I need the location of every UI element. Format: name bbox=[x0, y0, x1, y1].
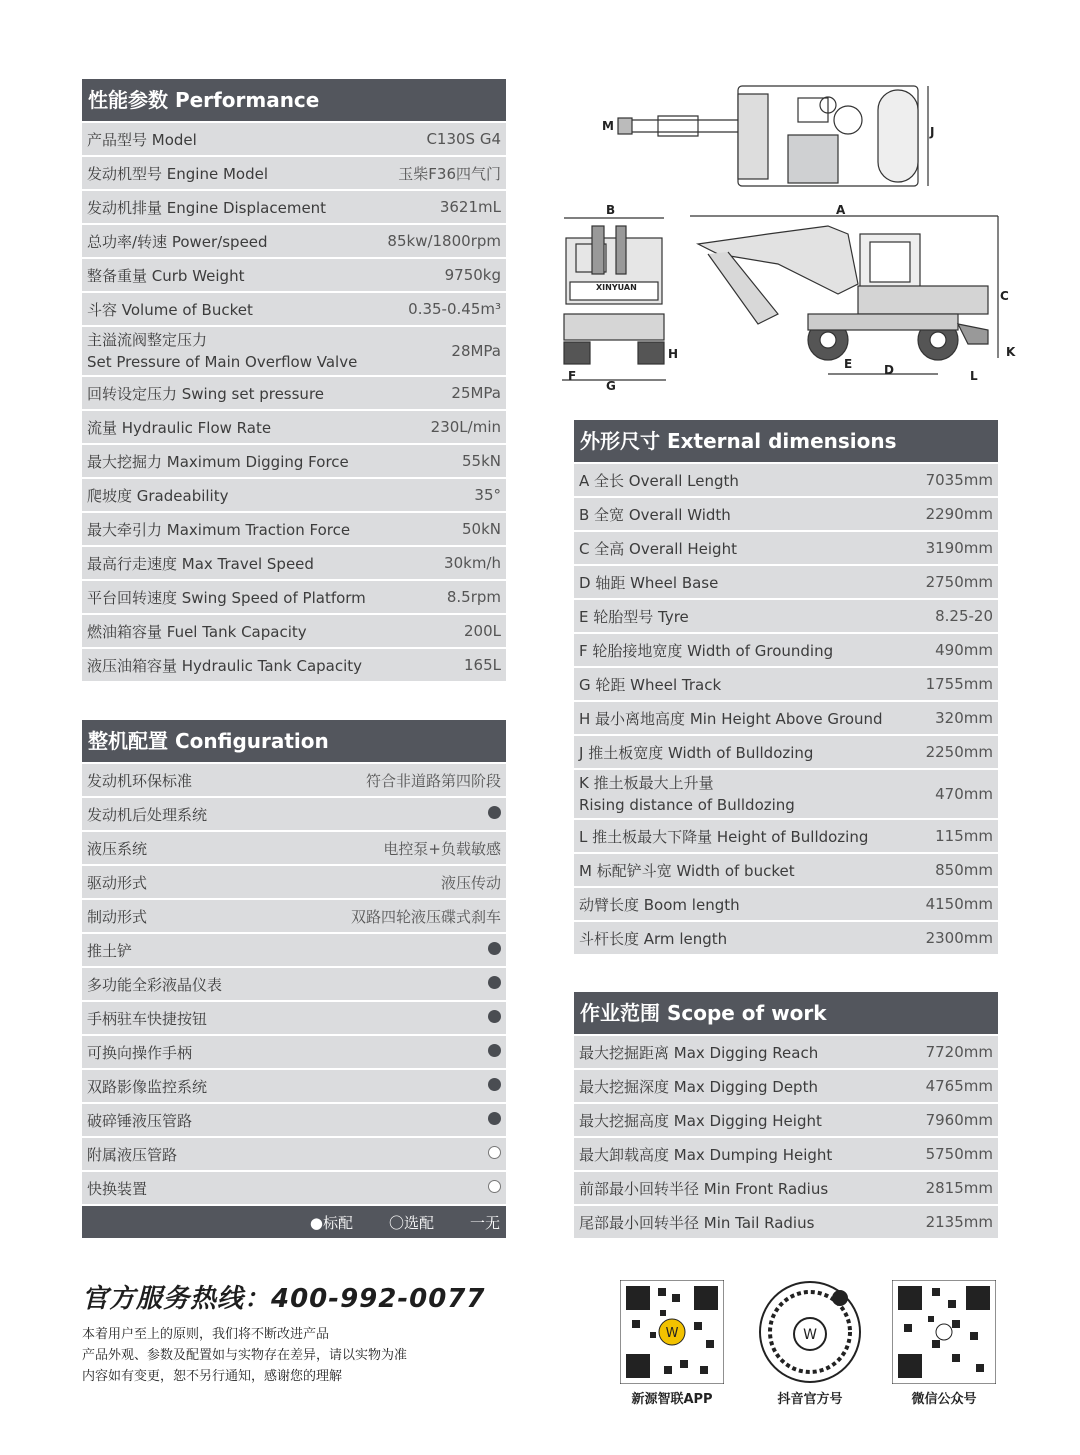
row-label bbox=[87, 655, 362, 676]
dim-letter-k: K bbox=[1006, 345, 1016, 359]
table-row bbox=[574, 852, 998, 886]
table-row bbox=[82, 1068, 506, 1102]
row-value: C130S G4 bbox=[426, 130, 501, 148]
table-row bbox=[82, 409, 506, 443]
app-qr-code[interactable] bbox=[620, 1280, 724, 1384]
row-value: 85kw/1800rpm bbox=[387, 232, 501, 250]
row-value: 165L bbox=[464, 656, 501, 674]
table-row bbox=[574, 598, 998, 632]
row-value: 0.35-0.45m³ bbox=[408, 300, 501, 318]
row-value: 35° bbox=[474, 486, 501, 504]
row-label-text: 主溢流阀整定压力 bbox=[87, 331, 208, 349]
row-label bbox=[87, 485, 228, 506]
configuration-legend bbox=[82, 1204, 506, 1238]
row-label-text: B 全宽 Overall Width bbox=[579, 505, 731, 524]
row-label-text: 整备重量 Curb Weight bbox=[87, 266, 245, 285]
row-value: 30km/h bbox=[444, 554, 501, 572]
table-row bbox=[82, 579, 506, 613]
row-label-text: 多功能全彩液晶仪表 bbox=[87, 975, 223, 994]
row-value: 液压传动 bbox=[440, 873, 501, 892]
row-label bbox=[87, 1178, 147, 1199]
row-label-text: 斗杆长度 Arm length bbox=[579, 929, 728, 948]
standard-mark-icon bbox=[488, 1043, 501, 1061]
dim-letter-d: D bbox=[884, 363, 894, 377]
row-label bbox=[579, 826, 868, 847]
row-label bbox=[87, 974, 222, 995]
dim-letter-e: E bbox=[844, 357, 853, 371]
note-line: 产品外观、参数及配置如与实物存在差异，请以实物为准 bbox=[82, 1348, 408, 1363]
table-row bbox=[574, 768, 998, 818]
table-row bbox=[82, 511, 506, 545]
row-value: 4765mm bbox=[925, 1077, 993, 1095]
row-label-text: H 最小离地高度 Min Height Above Ground bbox=[579, 709, 883, 728]
row-label bbox=[87, 621, 307, 642]
row-value: 470mm bbox=[935, 785, 993, 803]
table-row bbox=[82, 375, 506, 409]
row-label bbox=[87, 265, 244, 286]
table-row bbox=[574, 496, 998, 530]
standard-mark-icon bbox=[488, 1077, 501, 1095]
row-value: 230L/min bbox=[430, 418, 501, 436]
row-label-text: 动臂长度 Boom length bbox=[579, 895, 740, 914]
dim-letter-b: B bbox=[606, 204, 616, 217]
row-label-text: 流量 Hydraulic Flow Rate bbox=[87, 418, 272, 437]
row-value: 9750kg bbox=[444, 266, 501, 284]
filled-circle-icon bbox=[488, 1112, 501, 1125]
row-label-text: 液压系统 bbox=[87, 839, 148, 858]
row-label bbox=[87, 299, 253, 320]
row-label bbox=[87, 1144, 177, 1165]
performance-title: 性能参数 Performance bbox=[82, 79, 506, 121]
scope-of-work-title: 作业范围 Scope of work bbox=[574, 992, 998, 1034]
row-label-text: 最大卸载高度 Max Dumping Height bbox=[579, 1145, 833, 1164]
row-label-text: 最大牵引力 Maximum Traction Force bbox=[87, 520, 351, 539]
hollow-circle-icon bbox=[488, 1180, 501, 1193]
row-label-text: 液压油箱容量 Hydraulic Tank Capacity bbox=[87, 656, 363, 675]
douyin-qr-code[interactable] bbox=[758, 1280, 862, 1384]
performance-table bbox=[82, 79, 506, 681]
table-row bbox=[574, 1204, 998, 1238]
row-label bbox=[579, 470, 739, 491]
svg-text:W: W bbox=[803, 1327, 817, 1343]
row-label-text: 驱动形式 bbox=[87, 873, 148, 892]
row-label bbox=[579, 538, 737, 559]
hollow-circle-icon bbox=[488, 1146, 501, 1159]
service-hotline: 官方服务热线：400-992-0077 bbox=[82, 1284, 486, 1314]
table-row bbox=[574, 1136, 998, 1170]
row-value: 320mm bbox=[935, 709, 993, 727]
row-label-text: 爬坡度 Gradeability bbox=[87, 486, 229, 505]
legend-optional: 〇选配 bbox=[388, 1213, 434, 1232]
table-row bbox=[82, 613, 506, 647]
row-label-text: 双路影像监控系统 bbox=[87, 1077, 208, 1096]
row-label-text: 发动机型号 Engine Model bbox=[87, 164, 268, 183]
row-label-text: J 推土板宽度 Width of Bulldozing bbox=[579, 743, 814, 762]
row-label-text: 最大挖掘力 Maximum Digging Force bbox=[87, 452, 349, 471]
row-label-text: 总功率/转速 Power/speed bbox=[87, 232, 268, 251]
row-label bbox=[87, 451, 349, 472]
table-row bbox=[82, 189, 506, 223]
row-value: 玉柴F36四气门 bbox=[398, 164, 501, 183]
row-label-text: 制动形式 bbox=[87, 907, 148, 926]
table-row bbox=[574, 734, 998, 768]
row-value: 5750mm bbox=[925, 1145, 993, 1163]
table-row bbox=[574, 564, 998, 598]
row-label-text: L 推土板最大下降量 Height of Bulldozing bbox=[579, 827, 869, 846]
table-row bbox=[82, 647, 506, 681]
row-label bbox=[87, 231, 268, 252]
table-row bbox=[82, 291, 506, 325]
row-label bbox=[87, 1042, 192, 1063]
row-value: 200L bbox=[464, 622, 501, 640]
row-label-text: 可换向操作手柄 bbox=[87, 1043, 193, 1062]
note-line: 本着用户至上的原则，我们将不断改进产品 bbox=[82, 1327, 330, 1342]
row-value: 850mm bbox=[935, 861, 993, 879]
excavator-front-view-diagram bbox=[556, 204, 686, 394]
standard-mark-icon bbox=[488, 1009, 501, 1027]
row-label bbox=[579, 894, 740, 915]
row-label-text: 破碎锤液压管路 bbox=[87, 1111, 193, 1130]
row-label bbox=[579, 1076, 818, 1097]
table-row bbox=[82, 1034, 506, 1068]
row-label bbox=[87, 838, 147, 859]
row-label bbox=[579, 1212, 814, 1233]
table-row bbox=[574, 1170, 998, 1204]
table-row bbox=[574, 1102, 998, 1136]
row-label-text: E 轮胎型号 Tyre bbox=[579, 607, 689, 626]
table-row bbox=[574, 462, 998, 496]
row-label bbox=[579, 1110, 822, 1131]
row-label bbox=[87, 129, 197, 150]
row-label-text: G 轮距 Wheel Track bbox=[579, 675, 722, 694]
row-label-text: 平台回转速度 Swing Speed of Platform bbox=[87, 588, 366, 607]
brand-logo-text: XINYUAN bbox=[596, 283, 637, 292]
row-value: 25MPa bbox=[451, 384, 501, 402]
row-label bbox=[87, 804, 207, 825]
filled-circle-icon bbox=[488, 976, 501, 989]
row-label-text: D 轴距 Wheel Base bbox=[579, 573, 719, 592]
disclaimer-notes bbox=[82, 1324, 407, 1387]
row-label-text: 最大挖掘高度 Max Digging Height bbox=[579, 1111, 822, 1130]
row-label bbox=[87, 872, 147, 893]
table-row bbox=[574, 1034, 998, 1068]
row-value: 8.5rpm bbox=[446, 588, 501, 606]
row-label-text-secondary: Set Pressure of Main Overflow Valve bbox=[87, 353, 358, 371]
table-row bbox=[82, 1000, 506, 1034]
row-value: 2300mm bbox=[925, 929, 993, 947]
row-label bbox=[579, 928, 727, 949]
configuration-title: 整机配置 Configuration bbox=[82, 720, 506, 762]
row-value: 8.25-20 bbox=[935, 607, 993, 625]
table-row bbox=[574, 920, 998, 954]
row-label bbox=[87, 329, 357, 373]
qr-caption-douyin: 抖音官方号 bbox=[777, 1392, 843, 1407]
row-label-text: 最大挖掘深度 Max Digging Depth bbox=[579, 1077, 818, 1096]
row-label-text: 发动机环保标准 bbox=[87, 771, 193, 790]
svg-text:W: W bbox=[665, 1326, 679, 1341]
table-row bbox=[82, 155, 506, 189]
row-label bbox=[579, 742, 813, 763]
filled-circle-icon bbox=[488, 1078, 501, 1091]
row-value: 50kN bbox=[462, 520, 501, 538]
standard-mark-icon bbox=[488, 1111, 501, 1129]
row-label-text: M 标配铲斗宽 Width of bucket bbox=[579, 861, 795, 880]
qr-caption-app: 新源智联APP bbox=[631, 1392, 713, 1407]
table-row bbox=[82, 443, 506, 477]
standard-mark-icon bbox=[488, 975, 501, 993]
external-rows bbox=[574, 462, 998, 954]
configuration-rows bbox=[82, 762, 506, 1204]
row-label bbox=[579, 708, 883, 729]
row-label bbox=[87, 383, 324, 404]
row-label-text: 最大挖掘距离 Max Digging Reach bbox=[579, 1043, 819, 1062]
wechat-qr-code[interactable] bbox=[892, 1280, 996, 1384]
row-value: 7720mm bbox=[925, 1043, 993, 1061]
table-row bbox=[82, 830, 506, 864]
table-row bbox=[574, 530, 998, 564]
row-value: 双路四轮液压碟式刹车 bbox=[350, 907, 501, 926]
row-label bbox=[579, 1042, 818, 1063]
table-row bbox=[82, 796, 506, 830]
table-row bbox=[82, 966, 506, 1000]
legend-standard: ●标配 bbox=[309, 1213, 353, 1232]
standard-mark-icon bbox=[488, 805, 501, 823]
table-row bbox=[82, 477, 506, 511]
table-row bbox=[82, 1136, 506, 1170]
scope-of-work-table bbox=[574, 992, 998, 1238]
row-label bbox=[579, 606, 689, 627]
external-dimensions-title: 外形尺寸 External dimensions bbox=[574, 420, 998, 462]
row-label bbox=[87, 587, 366, 608]
row-value: 55kN bbox=[462, 452, 501, 470]
row-value: 28MPa bbox=[451, 342, 501, 360]
row-label bbox=[579, 1144, 832, 1165]
qr-caption-wechat: 微信公众号 bbox=[911, 1392, 977, 1407]
table-row bbox=[82, 864, 506, 898]
row-label bbox=[579, 674, 721, 695]
row-value: 4150mm bbox=[925, 895, 993, 913]
row-label bbox=[87, 1076, 207, 1097]
row-value: 2815mm bbox=[925, 1179, 993, 1197]
row-label bbox=[87, 197, 326, 218]
row-value: 电控泵+负载敏感 bbox=[383, 839, 501, 858]
external-dimensions-table bbox=[574, 420, 998, 954]
filled-circle-icon bbox=[488, 1044, 501, 1057]
excavator-side-view-diagram bbox=[688, 204, 1028, 394]
note-line: 内容如有变更，恕不另行通知，感谢您的理解 bbox=[82, 1369, 343, 1384]
dim-letter-f: F bbox=[568, 369, 577, 383]
dim-letter-a: A bbox=[836, 204, 846, 217]
row-label-text-secondary: Rising distance of Bulldozing bbox=[579, 796, 795, 814]
row-label-text: 燃油箱容量 Fuel Tank Capacity bbox=[87, 622, 307, 641]
table-row bbox=[574, 818, 998, 852]
row-value: 2135mm bbox=[925, 1213, 993, 1231]
row-value: 3621mL bbox=[439, 198, 501, 216]
row-label-text: C 全高 Overall Height bbox=[579, 539, 737, 558]
row-value: 3190mm bbox=[925, 539, 993, 557]
row-value: 1755mm bbox=[925, 675, 993, 693]
row-value: 2750mm bbox=[925, 573, 993, 591]
row-value: 7035mm bbox=[925, 471, 993, 489]
row-value: 2250mm bbox=[925, 743, 993, 761]
table-row bbox=[574, 886, 998, 920]
table-row bbox=[82, 1170, 506, 1204]
row-label-text: 手柄驻车快捷按钮 bbox=[87, 1009, 208, 1028]
row-label bbox=[87, 519, 350, 540]
table-row bbox=[82, 898, 506, 932]
row-label-text: 发动机后处理系统 bbox=[87, 805, 208, 824]
table-row bbox=[574, 666, 998, 700]
dim-letter-h: H bbox=[668, 347, 679, 361]
table-row bbox=[82, 545, 506, 579]
row-label bbox=[579, 1178, 828, 1199]
dim-letter-c: C bbox=[1000, 289, 1009, 303]
scope-rows bbox=[574, 1034, 998, 1238]
row-label-text: 尾部最小回转半径 Min Tail Radius bbox=[579, 1213, 815, 1232]
row-label bbox=[87, 417, 271, 438]
row-label-text: F 轮胎接地宽度 Width of Grounding bbox=[579, 641, 834, 660]
filled-circle-icon bbox=[488, 942, 501, 955]
excavator-top-view-diagram bbox=[598, 80, 948, 190]
table-row bbox=[82, 1102, 506, 1136]
row-label-text: K 推土板最大上升量 bbox=[579, 774, 714, 792]
row-value: 符合非道路第四阶段 bbox=[365, 771, 501, 790]
table-row bbox=[574, 700, 998, 734]
row-label bbox=[87, 906, 147, 927]
row-label bbox=[87, 770, 192, 791]
row-value: 7960mm bbox=[925, 1111, 993, 1129]
row-label bbox=[579, 572, 718, 593]
performance-rows bbox=[82, 121, 506, 681]
row-label bbox=[579, 860, 795, 881]
row-label bbox=[87, 1008, 207, 1029]
table-row bbox=[82, 762, 506, 796]
table-row bbox=[82, 223, 506, 257]
row-label bbox=[87, 553, 314, 574]
row-value: 2290mm bbox=[925, 505, 993, 523]
row-label-text: 斗容 Volume of Bucket bbox=[87, 300, 253, 319]
row-label bbox=[579, 772, 795, 816]
row-value: 490mm bbox=[935, 641, 993, 659]
legend-none: 一无 bbox=[469, 1213, 500, 1232]
table-row bbox=[574, 632, 998, 666]
row-label-text: 回转设定压力 Swing set pressure bbox=[87, 384, 325, 403]
row-label-text: 前部最小回转半径 Min Front Radius bbox=[579, 1179, 829, 1198]
row-label-text: 发动机排量 Engine Displacement bbox=[87, 198, 327, 217]
row-label bbox=[87, 163, 268, 184]
row-label bbox=[579, 504, 731, 525]
dim-letter-g: G bbox=[606, 379, 616, 393]
row-label-text: 推土铲 bbox=[87, 941, 133, 960]
dim-letter-l: L bbox=[970, 369, 978, 383]
row-value: 115mm bbox=[935, 827, 993, 845]
table-row bbox=[82, 257, 506, 291]
table-row bbox=[82, 121, 506, 155]
row-label-text: 快换装置 bbox=[87, 1179, 148, 1198]
row-label bbox=[87, 940, 132, 961]
table-row bbox=[82, 932, 506, 966]
dim-letter-m: M bbox=[602, 119, 614, 133]
row-label bbox=[579, 640, 833, 661]
table-row bbox=[82, 325, 506, 375]
row-label-text: 最高行走速度 Max Travel Speed bbox=[87, 554, 314, 573]
row-label-text: 附属液压管路 bbox=[87, 1145, 178, 1164]
row-label-text: 产品型号 Model bbox=[87, 130, 197, 149]
configuration-table bbox=[82, 720, 506, 1238]
filled-circle-icon bbox=[488, 806, 501, 819]
row-label-text: A 全长 Overall Length bbox=[579, 471, 739, 490]
optional-mark-icon bbox=[488, 1179, 501, 1197]
filled-circle-icon bbox=[488, 1010, 501, 1023]
dim-letter-j: J bbox=[930, 125, 935, 139]
optional-mark-icon bbox=[488, 1145, 501, 1163]
table-row bbox=[574, 1068, 998, 1102]
standard-mark-icon bbox=[488, 941, 501, 959]
row-label bbox=[87, 1110, 192, 1131]
